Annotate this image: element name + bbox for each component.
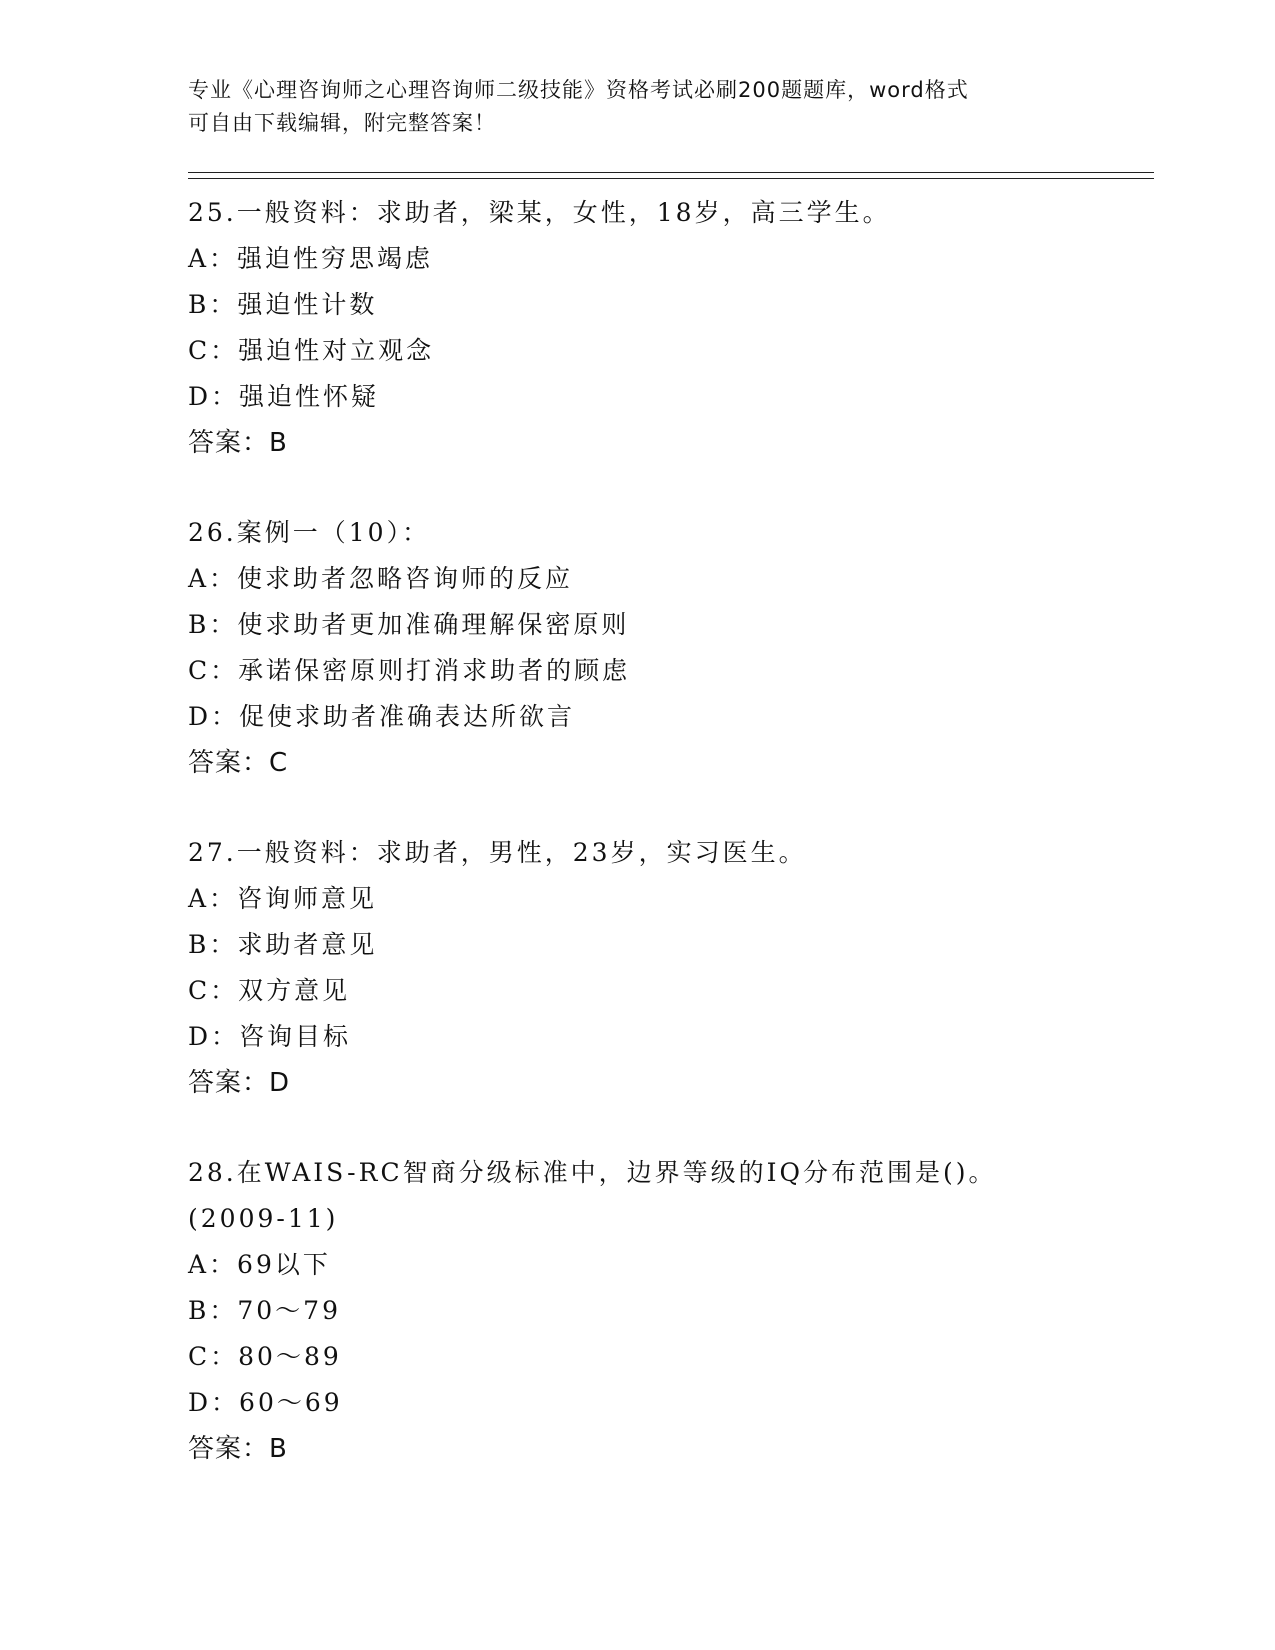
question-25 bbox=[188, 190, 1148, 466]
option-d: D：60～69 bbox=[188, 1388, 343, 1417]
option-d: D：咨询目标 bbox=[188, 1022, 352, 1051]
question-stem: 26.案例一（10）： bbox=[188, 518, 431, 547]
answer-line: 答案：B bbox=[188, 428, 288, 458]
header-divider-top bbox=[188, 172, 1154, 173]
answer-line: 答案：D bbox=[188, 1068, 291, 1098]
answer-line: 答案：B bbox=[188, 1434, 288, 1464]
question-stem: 27.一般资料：求助者，男性，23岁，实习医生。 bbox=[188, 838, 807, 867]
question-stem: 28.在WAIS-RC智商分级标准中，边界等级的IQ分布范围是()。 bbox=[188, 1158, 997, 1187]
option-d: D：强迫性怀疑 bbox=[188, 382, 380, 411]
question-list bbox=[188, 190, 1148, 1516]
document-header bbox=[188, 74, 1088, 140]
option-d: D：促使求助者准确表达所欲言 bbox=[188, 702, 576, 731]
question-stem: 25.一般资料：求助者，梁某，女性，18岁，高三学生。 bbox=[188, 198, 891, 227]
option-c: C：承诺保密原则打消求助者的顾虑 bbox=[188, 656, 631, 685]
option-b: B：70～79 bbox=[188, 1296, 341, 1325]
question-28 bbox=[188, 1150, 1148, 1472]
question-26 bbox=[188, 510, 1148, 786]
question-stem-continued: (2009-11) bbox=[188, 1204, 339, 1233]
header-line-2: 可自由下载编辑，附完整答案！ bbox=[188, 111, 496, 135]
option-b: B：使求助者更加准确理解保密原则 bbox=[188, 610, 630, 639]
answer-line: 答案：C bbox=[188, 748, 289, 778]
option-b: B：求助者意见 bbox=[188, 930, 378, 959]
question-27 bbox=[188, 830, 1148, 1106]
option-b: B：强迫性计数 bbox=[188, 290, 378, 319]
header-line-1: 专业《心理咨询师之心理咨询师二级技能》资格考试必刷200题题库，word格式 bbox=[188, 78, 969, 102]
option-a: A：69以下 bbox=[188, 1250, 331, 1279]
header-divider-bottom bbox=[188, 178, 1154, 179]
option-c: C：80～89 bbox=[188, 1342, 342, 1371]
option-c: C：双方意见 bbox=[188, 976, 351, 1005]
option-c: C：强迫性对立观念 bbox=[188, 336, 435, 365]
option-a: A：咨询师意见 bbox=[188, 884, 378, 913]
option-a: A：使求助者忽略咨询师的反应 bbox=[188, 564, 574, 593]
option-a: A：强迫性穷思竭虑 bbox=[188, 244, 434, 273]
